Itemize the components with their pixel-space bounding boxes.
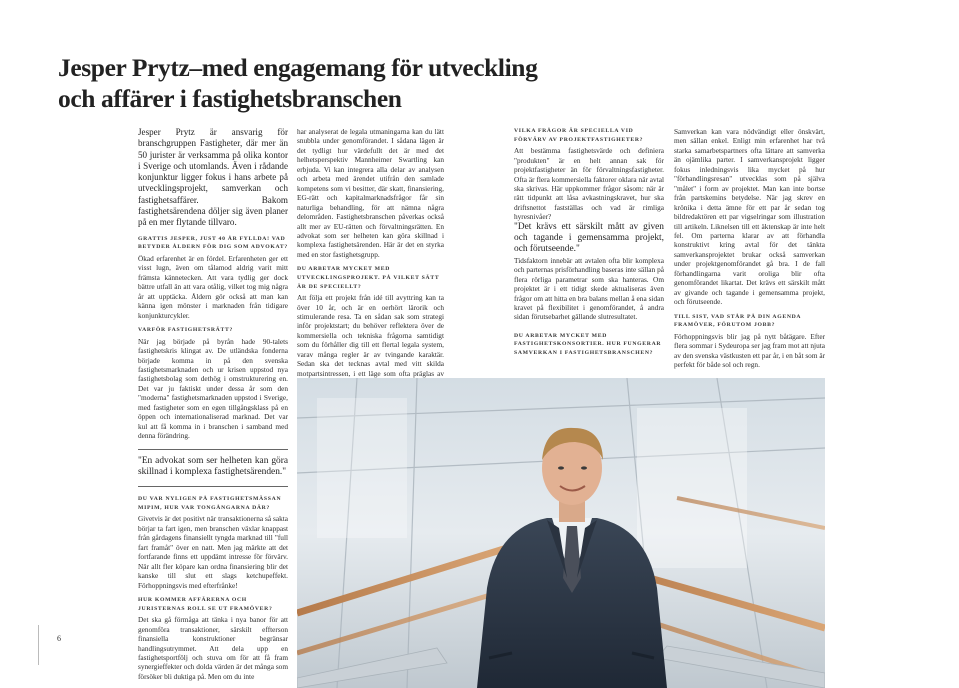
portrait-photo <box>297 378 825 688</box>
question-heading: DU VAR NYLIGEN PÅ FASTIGHETSMÄSSAN MIPIM, HUR VAR TONGÅNGARNA DÄR? <box>138 496 282 511</box>
body-paragraph: Givetvis är det positivt när transaktionerna så sakta börjar ta fart igen, men branschen växlar knappast från gårdagens finansiellt tyngda marknad till "full fart framåt" över en natt. Men jag märkte att det fortfarande finns ett uppdämt intresse för förvärv. När allt fler köpare kan ordna finansiering blir det kanske till slut ett slags ketchupeffekt. Förhoppningsvis med efterfrånke! <box>138 514 288 590</box>
column-1 <box>138 127 288 681</box>
body-paragraph: Förhoppningsvis blir jag på nytt båtägare. Efter flera sommar i Sydeuropa ser jag fram mot att njuta av den svenska västkusten ett par år, i en båt som är perfekt för både sol och regn. <box>674 331 825 370</box>
body-paragraph: Att bestämma fastighetsvärde och definiera "produkten" är en helt annan sak för projektfastigheter än för förvaltningsfastigheter. Ofta är flera kommersiella faktorer oklara när avtal ska skrivas. Här uppkommer frågor såsom: när är rätt tidpunkt att låsa avkastningskravet, hur ska driftsnettot fastställas och vad är rimliga hyresnivåer? <box>514 146 664 222</box>
ingress: Jesper Prytz är ansvarig för branschgruppen Fastigheter, där mer än 50 jurister är verksamma på olika kontor i Sverige och utomlands. Även i rådande konjunktur ligger fokus i hans arbete på utvecklingsprojekt, samverkan och fastighetsaffärer. Bakom fastighetsärendena döljer sig även planer på en mer flytande tillvaro. <box>138 127 288 228</box>
question-heading: HUR KOMMER AFFÄRERNA OCH JURISTERNAS ROLL SE UT FRAMÖVER? <box>138 597 273 612</box>
question-heading: VILKA FRÅGOR ÄR SPECIELLA VID FÖRVÄRV AV PROJEKTFASTIGHETER? <box>514 128 644 143</box>
quote-rule <box>138 449 288 450</box>
body-paragraph: Det ska gå förmåga att tänka i nya banor för att genomföra transaktioner, särskilt effterson finansiella konstruktioner begränsar handlingsutrymmet. Att dela upp en fastighetsportfölj och stuva om för att få fram synergieffekter och dolda värden är det många som försöker bli duktiga på. Men om du inte <box>138 615 288 681</box>
pull-quote: "En advokat som ser helheten kan göra skillnad i komplexa fastighetsärenden." <box>138 455 288 477</box>
body-paragraph: När jag började på byrån hade 90-talets fastighetskris klingat av. De utländska fonderna började komma in på den svenska fastighetsmarknaden och ur krisen uppstod nya fastighetsbolag som dethög i omstrukturering en. Det var ju faktiskt under dessa år som den "moderna" fastighetsmarknaden uppstod i Sverige, med fastigheter som en egen tillgångsklass på en öppen och internationaliserad marknad. Det var kul att få komma in i branschen i samband med denna förändring. <box>138 336 288 441</box>
body-paragraph: Ökad erfarenhet är en fördel. Erfarenheten ger ett visst lugn, även om tålamod aldrig varit mitt främsta kännetecken. Att vara tydlig ger dock bättre utfall än att vara otålig, vilket tog mig några år att upptäcka. Åldern gör också att man kan känna igen mönster i marknaden från tidigare konjunkturcykler. <box>138 253 288 320</box>
question-heading: VARFÖR FASTIGHETSRÄTT? <box>138 327 233 334</box>
question-heading: TILL SIST, VAD STÅR PÅ DIN AGENDA FRAMÖVER, FÖRUTOM JOBB? <box>674 313 801 329</box>
body-paragraph: Tidsfaktorn innebär att avtalen ofta blir komplexa och parternas prisförhandling baseras inte sällan på flera rörliga parametrar som ska hanteras. Om projektet är i ett tidigt skede aktualiseras även frågor om att hitta en bra balans mellan å ena sidan kravet på flexibilitet i genomförandet, å andra sidan förutsebarhet gällande slutresultatet. <box>514 255 664 322</box>
quote-rule <box>138 486 288 487</box>
portrait-illustration <box>297 378 825 688</box>
body-paragraph: har analyserat de legala utmaningarna kan du lätt snubbla under genomförandet. I sådana lägen är det tydligt hur värdefullt det är med det helhetsperspektiv Mannheimer Swartling kan erbjuda. Vi kan integrera alla delar av analysen och arbeta med ärendet utifrån den samlade kompetens som vi besitter, där skatt, finansiering, EG-rätt och kapitalmarknadsfrågor får sin naturliga behandling, för att nämna några delområden. Fastighetsbranschen påverkas också allt mer av EU-rätten och förvaltningsrätten. En advokat som ser helheten kan göra skillnad i komplexa fastighetsärenden. Här är det en styrka med en stor fastighetsgrupp. <box>297 127 444 259</box>
pull-quote: "Det krävs ett särskilt mått av given och tagande i gemensamma projekt, och förutseende." <box>514 221 664 255</box>
page-title: Jesper Prytz–med engagemang för utveckling och affärer i fastighetsbranschen <box>58 53 538 113</box>
question-heading: GRATTIS JESPER, JUST 40 ÅR FYLLDA! VAD BETYDER ÅLDERN FÖR DIG SOM ADVOKAT? <box>138 235 288 251</box>
page-number: 6 <box>57 634 61 643</box>
column-4 <box>674 127 825 395</box>
body-paragraph: Att följa ett projekt från idé till avyttring kan ta över 10 år, och är en oerhört lärorik och stimulerande resa. Ta en sådan sak som strategi inför projektstart; du behöver reflektera över de kommersiella och tekniska frågorna samtidigt som du förhåller dig till ett flertal legala system, varav många regler är av tvingande karaktär. Sedan ska det tecknas avtal med vitt skilda motpartsintressen, i ett läge som ofta präglas av <box>297 293 444 378</box>
body-paragraph: Samverkan kan vara nödvändigt eller önskvärt, men sällan enkel. Enligt min erfarenhet har två starka samarbetspartners ofta lättare att samverka än ojämlika parter. I samverkansprojekt ligger fokus inledningsvis lika mycket på hur "förhandlingsresan" utvecklas som på själva "målet" i form av projektet. Man kan inte bortse från partskemins betydelse. När jag skrev en krönika i detta ämne för ett par år sedan tog bildredaktören ett par vigselringar som illustration till artikeln. Liknelsen till ett äktenskap är inte helt fel. Om parterna klarar av att förhandla konstruktivt kring avtal för det tänkta samverkansprojektet brukar också samverkan under projektgenomförandet gå bra. I de fall förhandlingarna varit oroliga blir ofta genomförandet likartat. Det krävs ett särskilt mått av givande och tagande i gemensamma projekt, och förutseende. <box>674 127 825 307</box>
question-heading: DU ARBETAR MYCKET MED UTVECKLINGSPROJEKT. PÅ VILKET SÄTT ÄR DE SPECIELLT? <box>297 266 440 290</box>
column-3 <box>514 127 664 360</box>
question-heading: DU ARBETAR MYCKET MED FASTIGHETSKONSORTIER. HUR FUNGERAR SAMVERKAN I FASTIGHETSBRANSCHEN? <box>514 332 662 357</box>
column-2 <box>297 127 444 407</box>
margin-rule <box>38 625 39 665</box>
